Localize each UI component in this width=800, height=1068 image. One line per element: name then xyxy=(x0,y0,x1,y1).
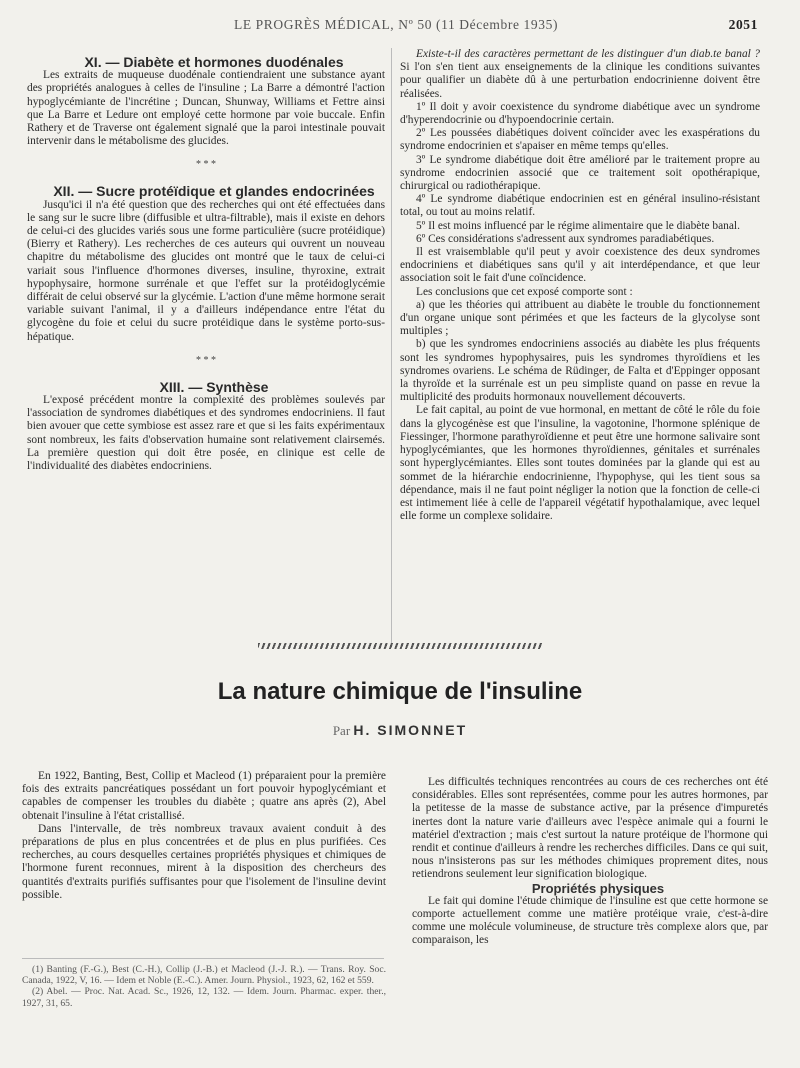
condition-1: 1º Il doit y avoir coexistence du syndrome diabétique avec un syndrome d'hyperendocrinie ou d'hypoendocrinie certain. xyxy=(400,100,760,127)
condition-3: 3º Le syndrome diabétique doit être amélioré par le traitement propre au syndrome endocrinien associé que ce traitement soit opothérapique, chirurgical ou radiothérapique. xyxy=(400,153,760,193)
right-column-top xyxy=(400,48,760,523)
question-paragraph xyxy=(400,48,760,101)
section-xii-title: XII. — Sucre protéïdique et glandes endocrinées xyxy=(53,183,375,200)
article-title: La nature chimique de l'insuline xyxy=(217,678,583,705)
article-paragraph-1: En 1922, Banting, Best, Collip et Macleod (1) préparaient pour la première fois des extraits pancréatiques possédant un fort pouvoir hypoglycémiant et capables de compenser les troubles du diabète ; quatre ans après (2), Abel obtenait l'insuline à l'état cristallisé. xyxy=(22,770,386,822)
question-rest: Si l'on s'en tient aux enseignements de la clinique les conditions suivantes pour qualifier un diabète dû à une perturbation endocrinienne doivent être réalisées. xyxy=(400,61,760,100)
footnote-1: (1) Banting (F.-G.), Best (C.-H.), Collip (J.-B.) et Macleod (J.-J. R.). — Trans. Roy. Soc. Canada, 1922, V, 16. — Idem et Noble (E.-C.). Amer. Journ. Physiol., 1923, 62, 162 et 559. xyxy=(22,964,386,987)
condition-6: 6º Ces considérations s'adressent aux syndromes paradiabétiques. xyxy=(416,232,715,245)
byline-par: Par xyxy=(332,723,351,738)
right-column-bottom xyxy=(412,776,768,948)
condition-4: 4º Le syndrome diabétique endocrinien est en général insulino-résistant total, ou tout au moins relatif. xyxy=(400,193,760,219)
question-italic: Existe-t-il des caractères permettant de les distinguer d'un diab.te banal ? xyxy=(416,48,760,60)
capital-fact-paragraph: Le fait capital, au point de vue hormonal, en mettant de côté le rôle du foie dans la glycogénèse est que l'insuline, la vagotonine, l'hormone splénique de Fiessinger, l'hormone parathyroïdienne et peut être une hormone salivaire sont hypoglycémiantes, que les hormones thyroïdiennes, génitales et surrénales sont hyperglycémiantes. Elles sont toutes dominées par la glande qui est au sommet de la hiérarchie endocrinienne, l'hypophyse, qui les tient sous sa dépendance, mais il ne faut point négliger la notion que la fonction de celle-ci est intimement liée à celle de l'appareil végétatif hypothalamique, avec lequel elle forme un complexe solidaire. xyxy=(400,404,760,523)
conclusion-b: b) que les syndromes endocriniens associés au diabète les plus fréquents sont les syndromes hypophysaires, puis les syndromes thyroïdiens et les syndromes ovariens. Le schéma de Rüdinger, de Falta et d'Eppinger opposant la thyroïde et la surrénale est un peu simpliste quand on passe en revue la multiplicité des produits hormonaux nouvellement découverts. xyxy=(400,338,760,404)
section-xi-text: Les extraits de muqueuse duodénale contiendraient une substance ayant des propriétés analogues à celles de l'insuline ; La Barre a démontré l'action hypoglycémiante de l'incrétine ; Duncan, Shunway, Williams et Fettre ainsi que La Barre et Ledure ont employé cette hormone par voie buccale. Enfin Rathery et de Traverse ont également signalé que la paroi intestinale pouvait intervenir dans le métabolisme des glucides. xyxy=(27,69,385,148)
section-xi-title: XI. — Diabète et hormones duodénales xyxy=(84,54,344,70)
page-number: 2051 xyxy=(728,17,758,32)
conclusions-intro: Les conclusions que cet exposé comporte sont : xyxy=(416,285,633,298)
condition-5: 5º Il est moins influencé par le régime alimentaire que le diabète banal. xyxy=(416,219,740,232)
section-separator: * * * xyxy=(196,354,216,366)
conclusion-a: a) que les théories qui attribuent au diabète le trouble du fonctionnement d'un organe unique sont périmées et que les facteurs de la glycolyse sont multiples ; xyxy=(400,298,760,338)
left-column-bottom xyxy=(22,770,386,902)
section-xiii-title: XIII. — Synthèse xyxy=(159,378,269,395)
subsection-title: Propriétés physiques xyxy=(531,880,665,896)
condition-2: 2º Les poussées diabétiques doivent coïncider avec les exaspérations du syndrome endocrinien et s'apaiser en même temps qu'elles. xyxy=(400,127,760,153)
coexistence-paragraph: Il est vraisemblable qu'il peut y avoir coexistence des deux syndromes endocriniens et diabétiques sans qu'il y ait interdépendance, et que leur association soit le fait d'une coïncidence. xyxy=(400,246,760,285)
column-divider xyxy=(391,48,392,644)
footnote-2: (2) Abel. — Proc. Nat. Acad. Sc., 1926, 12, 132. — Idem. Journ. Pharmac. exper. ther., 1927, 31, 65. xyxy=(22,986,386,1009)
footnotes xyxy=(22,964,386,1009)
journal-title: LE PROGRÈS MÉDICAL, Nº 50 (11 Décembre 1935) xyxy=(234,17,559,32)
left-column-top xyxy=(27,56,385,473)
author-name: H. SIMONNET xyxy=(353,722,468,738)
article-paragraph-2: Dans l'intervalle, de très nombreux travaux avaient conduit à des préparations de plus en plus concentrées et de plus en plus purifiées. Ces recherches, au cours desquelles certaines propriétés physiques et chimiques de l'hormone furent reconnues, mirent à la disposition des chercheurs des quantités d'extraits purifiés suffisantes pour que l'isolement de l'insuline devint possible. xyxy=(22,822,386,901)
byline xyxy=(0,722,800,739)
difficulties-paragraph: Les difficultés techniques rencontrées au cours de ces recherches ont été considérables. Elles sont représentées, comme pour les autres hormones, par la petitesse de la masse de substance active, par la présence d'impuretés inertes dont la nature varie d'ailleurs avec l'espèce animale qui a fourni le matériel d'extraction ; mais c'est surtout la nature protéique de l'hormone qui rendit et continue d'ailleurs à rendre les recherches difficiles. Dans ce qui suit, nous n'insisterons pas sur les méthodes chimiques proprement dites, nous retiendrons seulement leur signification biologique. xyxy=(412,776,768,881)
ornamental-divider xyxy=(258,643,542,649)
section-xii-text: Jusqu'ici il n'a été question que des recherches qui ont été effectuées dans le sang sur le sucre libre (diffusible et ultra-filtrable), mais il existe en dehors de celui-ci des glucides variés sous une forme particulière (sucre protéidique) (Bierry et Rathery). Les recherches de ces auteurs qui ouvrent un nouveau chapitre du métabolisme des glucides ont montré que le taux de celui-ci variait sous l'influence d'hormones diverses, insuline, thyroxine, extrait hypophysaire, hormone surrénale et que l'effet sur la protéidoglycémie différait de celui observé sur la glycémie. L'action d'une même hormone serait variable suivant l'animal, il y a d'ailleurs indépendance entre l'état du glycogène du foie et celui du sucre protéidique dans le système porto-sus-hépatique. xyxy=(27,198,385,343)
physical-properties-paragraph: Le fait qui domine l'étude chimique de l'insuline est que cette hormone se comporte actuellement comme une matière protéique vraie, c'est-à-dire comme une molécule volumineuse, de structure très complexe alors que, par comparaison, les xyxy=(412,894,768,947)
footnote-rule xyxy=(22,958,384,959)
section-xiii-text: L'exposé précédent montre la complexité des problèmes soulevés par l'association de syndromes diabétiques et des syndromes endocriniens. Il faut bien avouer que cette symbiose est assez rare et que si les faits expérimentaux sont nombreux, les faits d'observation humaine sont relativement clairsemés. La première question qui doit être posée, en clinique est celle de l'individualité des diabètes endocriniens. xyxy=(27,394,385,473)
section-separator: * * * xyxy=(196,159,216,171)
running-header xyxy=(54,17,758,37)
